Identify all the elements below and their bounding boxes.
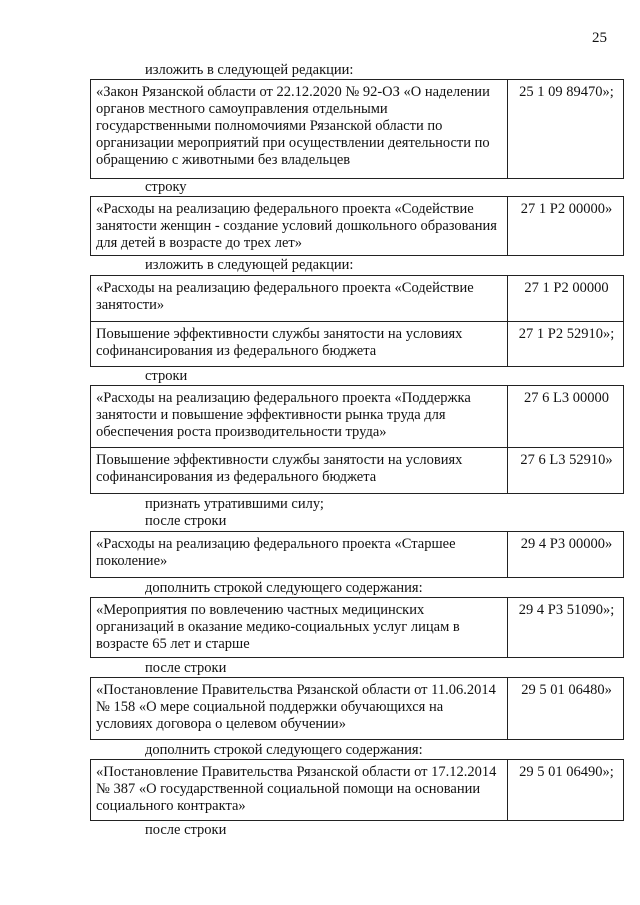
instruction-text: признать утратившими силу; — [145, 496, 324, 512]
page-number: 25 — [592, 30, 607, 46]
row-description: Повышение эффективности службы занятости на условиях софинансирования из федерального бюджета — [90, 321, 508, 367]
instruction-text: изложить в следующей редакции: — [145, 257, 354, 273]
instruction-text: строки — [145, 368, 188, 384]
row-code: 27 6 L3 52910» — [507, 447, 624, 494]
row-code: 27 1 P2 52910»; — [507, 321, 624, 367]
instruction-text: дополнить строкой следующего содержания: — [145, 742, 423, 758]
row-code: 27 1 P2 00000» — [507, 196, 624, 256]
row-description: «Расходы на реализацию федерального проекта «Старшее поколение» — [90, 531, 508, 578]
row-description: Повышение эффективности службы занятости на условиях софинансирования из федерального бюджета — [90, 447, 508, 494]
row-code: 29 5 01 06490»; — [507, 759, 624, 821]
row-code: 27 1 P2 00000 — [507, 275, 624, 322]
row-code: 29 4 P3 51090»; — [507, 597, 624, 658]
row-description: «Закон Рязанской области от 22.12.2020 № 92-ОЗ «О наделении органов местного самоуправления отдельными государственными полномочиями Рязанской области по организации мероприятий при осуществлении деятельности по обращению с животными без владельцев — [90, 79, 508, 179]
instruction-text: дополнить строкой следующего содержания: — [145, 580, 423, 596]
instruction-text: изложить в следующей редакции: — [145, 62, 354, 78]
instruction-text: после строки — [145, 660, 227, 676]
instruction-text: строку — [145, 179, 187, 195]
row-code: 27 6 L3 00000 — [507, 385, 624, 448]
row-code: 25 1 09 89470»; — [507, 79, 624, 179]
instruction-text: после строки — [145, 513, 227, 529]
instruction-text: после строки — [145, 822, 227, 838]
row-code: 29 5 01 06480» — [507, 677, 624, 740]
row-description: «Постановление Правительства Рязанской области от 11.06.2014 № 158 «О мере социальной поддержки обучающихся на условиях договора о целевом обучении» — [90, 677, 508, 740]
row-description: «Постановление Правительства Рязанской области от 17.12.2014 № 387 «О государственной социальной помощи на основании социального контракта» — [90, 759, 508, 821]
row-description: «Мероприятия по вовлечению частных медицинских организаций в оказание медико-социальных услуг лицам в возрасте 65 лет и старше — [90, 597, 508, 658]
row-code: 29 4 P3 00000» — [507, 531, 624, 578]
row-description: «Расходы на реализацию федерального проекта «Содействие занятости женщин - создание условий дошкольного образования для детей в возрасте до трех лет» — [90, 196, 508, 256]
row-description: «Расходы на реализацию федерального проекта «Содействие занятости» — [90, 275, 508, 322]
row-description: «Расходы на реализацию федерального проекта «Поддержка занятости и повышение эффективности рынка труда для обеспечения роста производительности труда» — [90, 385, 508, 448]
